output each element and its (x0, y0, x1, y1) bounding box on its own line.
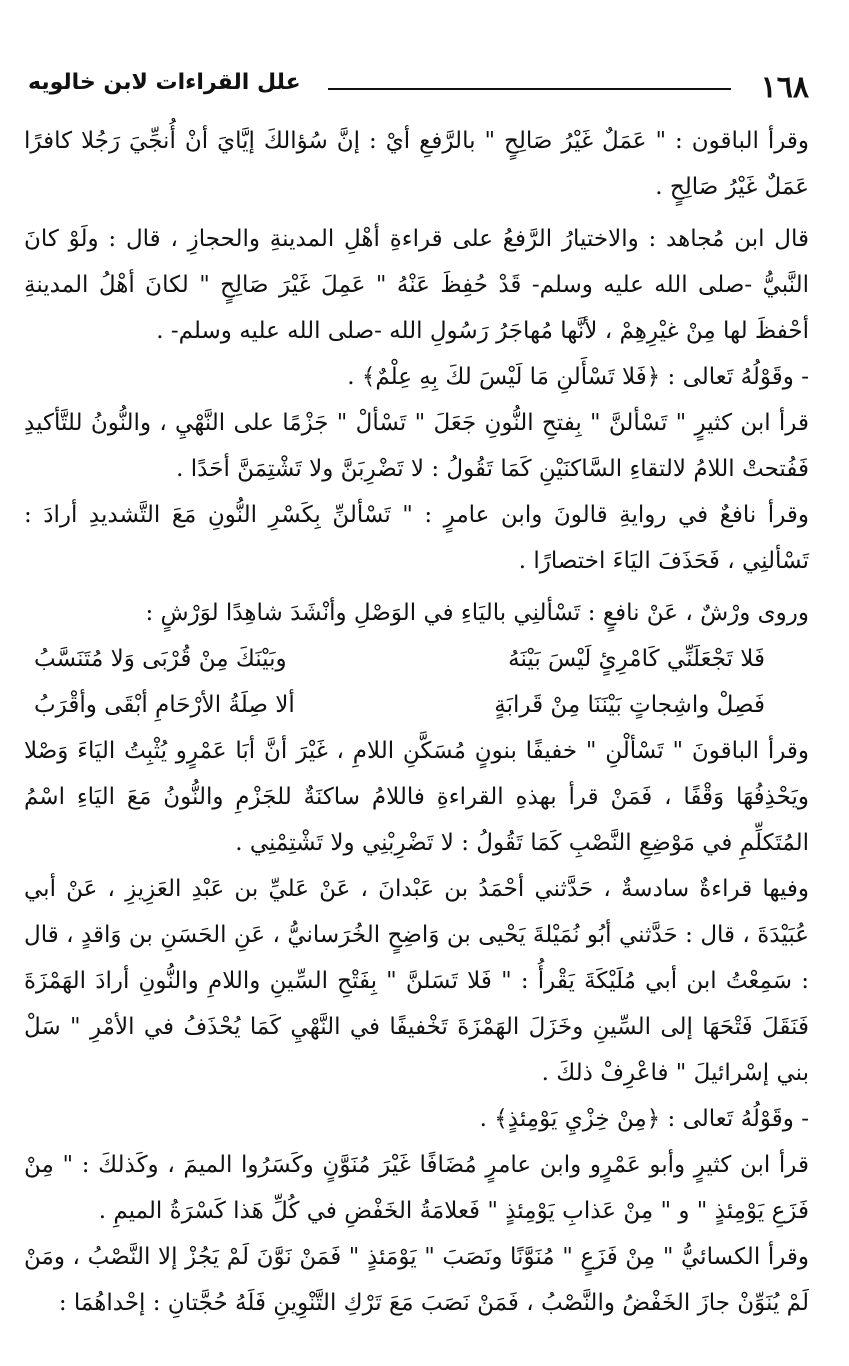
paragraph: وقرأ الباقون : " عَمَلٌ غَيْرُ صَالِحٍ " بالرَّفعِ أيْ : إنَّ سُؤالكَ إيَّايَ أنْ أُنجِّيَ رَجُلا كافرًا عَمَلٌ غَيْرُ صَالِحٍ . (24, 128, 809, 200)
verse-line (24, 636, 809, 682)
running-title: علل القراءات لابن خالويه (28, 70, 301, 95)
page-header (28, 64, 809, 108)
verse-line (24, 682, 809, 728)
page-number: ١٦٨ (760, 70, 809, 105)
paragraph: وقرأ الباقونَ " تَسْألْنِ " خفيفًا بنونٍ مُسَكَّنِ اللامِ ، غَيْرَ أنَّ أبَا عَمْرٍو يُثْبِتُ اليَاءَ وَصْلا ويَحْذِفُهَا وَقْفًا ، فَمَنْ قرأ بهذهِ القراءةِ فاللامُ ساكنَةٌ للجَزْمِ والنُّونُ مَعَ اليَاءِ اسْمُ المُتَكلِّمِ في مَوْضِعِ النَّصْبِ كَمَا تَقُولُ : لا تَضْرِبْنِي ولا تَشْتِمْنِي . (24, 738, 809, 856)
verse-hemistich-second: ألا صِلَةُ الأرْحَامِ أبْقَى وأقْرَبُ (34, 692, 295, 718)
paragraph: وقرأ نافعٌ في روايةِ قالونَ وابن عامرٍ : " تَسْألنِّ بِكَسْرِ النُّونِ مَعَ التَّشديدِ أرادَ : تَسْألنِي ، فَحَذَفَ اليَاءَ اختصارًا . (24, 502, 809, 574)
verse-hemistich-first: فَلا تَجْعَلَنِّي كَامْرِئٍ لَيْسَ بَيْنَهُ (508, 646, 765, 672)
verse-hemistich-first: فَصِلْ واشِجاتٍ بَيْنَنَا مِنْ قَرابَةٍ (494, 692, 765, 718)
paragraph: قال ابن مُجاهد : والاختيارُ الرَّفعُ على قراءةِ أهْلِ المدينةِ والحجازِ ، قال : ولَوْ كانَ النَّبيُّ -صلى الله عليه وسلم- قَدْ حُفِظَ عَنْهُ " عَمِلَ غَيْرَ صَالِحٍ " لكانَ أهْلُ المدينةِ أحْفظَ لها مِنْ غيْرِهِمْ ، لأنَّها مُهاجَرُ رَسُولِ الله -صلى الله عليه وسلم- . (24, 226, 809, 344)
paragraph: وقرأ الكسائيُّ " مِنْ فَزَعٍ " مُنَوَّنًا ونَصَبَ " يَوْمَئذٍ " فَمَنْ نَوَّنَ لَمْ يَجُزْ إلا النَّصْبُ ، ومَنْ لَمْ يُنَوِّنْ جازَ الخَفْضُ والنَّصْبُ ، فَمَنْ نَصَبَ مَعَ تَرْكِ التَّنْوِينِ فَلَهُ حُجَّتانِ : إحْداهُمَا : (24, 1244, 809, 1316)
paragraph: قرأ ابن كثيرٍ وأبو عَمْرٍو وابن عامرٍ مُضَافًا غَيْرَ مُنَوَّنٍ وكَسَرُوا الميمَ ، وكَذلكَ : " مِنْ فَزَعِ يَوْمِئذٍ " و " مِنْ عَذابِ يَوْمِئذٍ " فَعلامَةُ الخَفْضِ في كُلِّ هَذا كَسْرَةُ الميمِ . (24, 1152, 809, 1224)
paragraph: وفيها قراءةٌ سادسةٌ ، حَدَّثني أحْمَدُ بن عَبْدانَ ، عَنْ عَليِّ بن عَبْدِ العَزِيزِ ، عَنْ أبي عُبَيْدَةَ ، قال : حَدَّثني أبُو نُمَيْلةَ يَحْيى بن وَاضِحٍ الخُرَسانيُّ ، عَنِ الحَسَنِ بن وَاقدٍ ، قال : سَمِعْتُ ابن أبي مُلَيْكَةَ يَقْرأُ : " فَلا تَسَلنَّ " بِفَتْحِ السِّينِ واللامِ والنُّونِ أرادَ الهَمْزَةَ فَنَقَلَ فَتْحَهَا إلى السِّينِ وخَزَلَ الهَمْزَةَ تَخْفيفًا في النَّهْيِ كَمَا يُحْذَفُ في الأمْرِ " سَلْ بني إسْرائيلَ " فاعْرِفْ ذلكَ . (24, 876, 809, 1086)
paragraph: - وقَوْلُهُ تَعالى : ﴿مِنْ خِزْيِ يَوْمِئذٍ﴾ . (479, 1106, 809, 1132)
paragraph: - وقَوْلُهُ تَعالى : ﴿فَلا تَسْأَلنِ مَا لَيْسَ لكَ بِهِ عِلْمٌ﴾ . (347, 364, 809, 390)
page-body (24, 118, 809, 1326)
verse-hemistich-second: وبَيْنَكَ مِنْ قُرْبَى وَلا مُتَنَسَّبُ (34, 646, 287, 672)
paragraph: وروى ورْشٌ ، عَنْ نافعٍ : تَسْألنِي باليَاءِ في الوَصْلِ وأنْشَدَ شاهِدًا لوَرْشٍ : (145, 600, 809, 626)
paragraph: قرأ ابن كثيرٍ " تَسْألنَّ " بِفتحِ النُّونِ جَعَلَ " تَسْألْ " جَزْمًا على النَّهْيِ ، والنُّونُ للتَّأكيدِ فَفُتحتْ اللامُ لالتقاءِ السَّاكنَيْنِ كَمَا تَقُولُ : لا تَضْرِبَنَّ ولا تَشْتِمَنَّ أحَدًا . (24, 410, 809, 482)
header-rule (328, 88, 731, 90)
